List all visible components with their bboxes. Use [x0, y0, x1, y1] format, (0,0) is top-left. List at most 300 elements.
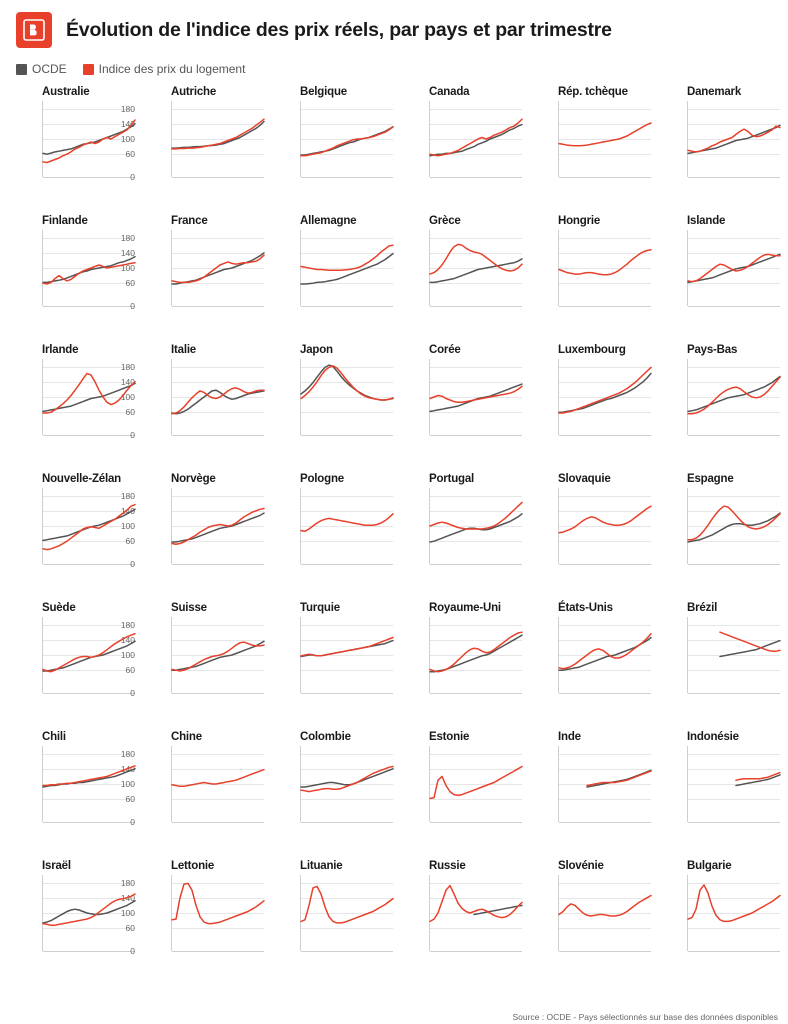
gridline: [688, 177, 780, 178]
page-title: Évolution de l'indice des prix réels, par pays et par trimestre: [66, 18, 612, 41]
series-lines: [43, 875, 135, 951]
series-lines: [688, 488, 780, 564]
line-hpi: [172, 509, 264, 545]
panel-plot: [687, 617, 780, 693]
line-hpi: [43, 373, 135, 413]
legend-item-hpi: [83, 62, 246, 76]
series-lines: [559, 359, 651, 435]
gridline: [688, 435, 780, 436]
panel-title: Finlande: [42, 215, 88, 227]
panel-su-de: [6, 602, 135, 731]
panel-plot: [171, 875, 264, 951]
line-hpi: [430, 767, 522, 799]
panel-russie: [393, 860, 522, 989]
panel-title: Grèce: [429, 215, 461, 227]
panel-plot: [429, 617, 522, 693]
panel-hongrie: [522, 215, 651, 344]
y-tick-label: 0: [130, 559, 135, 569]
panel-plot: [300, 746, 393, 822]
gridline: [430, 822, 522, 823]
y-tick-label: 140: [120, 505, 135, 516]
gridline: [43, 693, 135, 694]
series-lines: [43, 488, 135, 564]
series-lines: [301, 875, 393, 951]
panel-norv-ge: [135, 473, 264, 602]
panel-pays-bas: [651, 344, 780, 473]
panel-islande: [651, 215, 780, 344]
y-tick-label: 140: [120, 763, 135, 774]
y-tick-label: 140: [120, 247, 135, 258]
line-hpi: [430, 632, 522, 672]
series-lines: [688, 746, 780, 822]
y-tick-label: 0: [130, 301, 135, 311]
panel-plot: [558, 488, 651, 564]
line-hpi: [688, 126, 780, 152]
gridline: [301, 306, 393, 307]
y-tick-label: 180: [120, 748, 135, 759]
gridline: [559, 693, 651, 694]
gridline: [172, 951, 264, 952]
panel-portugal: [393, 473, 522, 602]
panel-plot: [687, 101, 780, 177]
y-tick-label: 100: [120, 521, 135, 531]
gridline: [301, 435, 393, 436]
line-ocde: [587, 770, 651, 787]
gridline: [43, 822, 135, 823]
gridline: [430, 564, 522, 565]
y-tick-label: 60: [125, 665, 135, 676]
legend-swatch-ocde: [16, 64, 27, 75]
line-hpi: [172, 642, 264, 671]
series-lines: [430, 746, 522, 822]
panel-title: Nouvelle-Zélan: [42, 473, 121, 485]
y-axis-labels: [9, 746, 39, 822]
line-ocde: [688, 125, 780, 153]
series-lines: [688, 359, 780, 435]
y-tick-label: 60: [125, 278, 135, 289]
panel-title: Espagne: [687, 473, 734, 485]
line-ocde: [688, 513, 780, 542]
small-multiples-grid: [0, 76, 788, 989]
series-lines: [43, 101, 135, 177]
line-hpi: [559, 250, 651, 275]
panel-plot: [429, 875, 522, 951]
panel-title: Pologne: [300, 473, 344, 485]
gridline: [559, 822, 651, 823]
series-lines: [301, 617, 393, 693]
line-ocde: [172, 253, 264, 284]
series-lines: [430, 617, 522, 693]
source-note: Source : OCDE - Pays sélectionnés sur base des données disponibles: [512, 1012, 778, 1022]
panel-plot: [558, 746, 651, 822]
y-tick-label: 180: [120, 103, 135, 114]
gridline: [688, 306, 780, 307]
series-lines: [43, 230, 135, 306]
panel-bulgarie: [651, 860, 780, 989]
panel-title: Norvège: [171, 473, 216, 485]
panel-plot: [429, 359, 522, 435]
panel-nouvelle-z-lan: [6, 473, 135, 602]
panel-suisse: [135, 602, 264, 731]
page-header: [0, 0, 788, 48]
panel-plot: [42, 488, 135, 569]
series-lines: [559, 875, 651, 951]
line-hpi: [43, 634, 135, 672]
series-lines: [559, 230, 651, 306]
panel-title: Danemark: [687, 86, 742, 98]
panel-turquie: [264, 602, 393, 731]
series-lines: [301, 488, 393, 564]
panel-lituanie: [264, 860, 393, 989]
panel-title: Suède: [42, 602, 76, 614]
y-tick-label: 140: [120, 634, 135, 645]
y-tick-label: 140: [120, 376, 135, 387]
panel-colombie: [264, 731, 393, 860]
gridline: [559, 306, 651, 307]
gridline: [430, 306, 522, 307]
series-lines: [688, 875, 780, 951]
gridline: [559, 435, 651, 436]
y-tick-label: 60: [125, 407, 135, 418]
panel-plot: [171, 488, 264, 564]
line-ocde: [430, 635, 522, 672]
panel-plot: [300, 617, 393, 693]
panel-plot: [687, 875, 780, 951]
panel-danemark: [651, 86, 780, 215]
series-lines: [688, 101, 780, 177]
panel-title: Italie: [171, 344, 197, 356]
gridline: [301, 951, 393, 952]
panel-allemagne: [264, 215, 393, 344]
gridline: [172, 306, 264, 307]
line-hpi: [301, 514, 393, 532]
panel-plot: [558, 101, 651, 177]
panel-title: Bulgarie: [687, 860, 732, 872]
y-tick-label: 60: [125, 536, 135, 547]
panel-plot: [171, 359, 264, 435]
series-lines: [301, 230, 393, 306]
panel-title: Irlande: [42, 344, 79, 356]
series-lines: [301, 359, 393, 435]
line-hpi: [559, 367, 651, 413]
line-hpi: [559, 506, 651, 533]
line-hpi: [43, 505, 135, 550]
y-tick-label: 100: [120, 134, 135, 144]
line-hpi: [559, 123, 651, 146]
panel-plot: [300, 101, 393, 177]
panel-plot: [42, 875, 135, 956]
panel-plot: [42, 101, 135, 182]
panel-plot: [42, 230, 135, 311]
y-tick-label: 0: [130, 688, 135, 698]
y-axis-labels: [9, 101, 39, 177]
gridline: [172, 822, 264, 823]
line-ocde: [430, 514, 522, 542]
gridline: [43, 306, 135, 307]
series-lines: [43, 746, 135, 822]
y-axis-labels: [9, 230, 39, 306]
line-hpi: [172, 883, 264, 923]
panel-plot: [42, 359, 135, 440]
series-lines: [559, 101, 651, 177]
legend-label-ocde: OCDE: [32, 62, 67, 76]
panel-pologne: [264, 473, 393, 602]
y-axis-labels: [9, 488, 39, 564]
panel-plot: [558, 359, 651, 435]
gridline: [688, 951, 780, 952]
gridline: [301, 822, 393, 823]
panel-title: Pays-Bas: [687, 344, 738, 356]
panel-title: Israël: [42, 860, 71, 872]
y-tick-label: 0: [130, 817, 135, 827]
panel-title: Portugal: [429, 473, 475, 485]
line-hpi: [559, 896, 651, 917]
panel-plot: [429, 101, 522, 177]
panel-title: Colombie: [300, 731, 351, 743]
y-tick-label: 0: [130, 172, 135, 182]
panel-plot: [687, 230, 780, 306]
y-tick-label: 100: [120, 392, 135, 402]
gridline: [688, 693, 780, 694]
line-hpi: [172, 255, 264, 282]
line-ocde: [43, 901, 135, 923]
gridline: [559, 564, 651, 565]
panel-title: Royaume-Uni: [429, 602, 501, 614]
series-lines: [430, 101, 522, 177]
panel-isra-l: [6, 860, 135, 989]
panel-plot: [42, 746, 135, 827]
line-ocde: [736, 775, 780, 786]
panel-title: Allemagne: [300, 215, 357, 227]
series-lines: [559, 746, 651, 822]
panel-title: France: [171, 215, 208, 227]
panel-title: Inde: [558, 731, 581, 743]
line-ocde: [172, 513, 264, 542]
panel-lettonie: [135, 860, 264, 989]
panel-chine: [135, 731, 264, 860]
panel-plot: [558, 875, 651, 951]
series-lines: [559, 488, 651, 564]
line-ocde: [688, 377, 780, 412]
panel-title: Islande: [687, 215, 726, 227]
gridline: [172, 693, 264, 694]
y-tick-label: 0: [130, 946, 135, 956]
line-ocde: [301, 127, 393, 155]
panel-plot: [687, 746, 780, 822]
panel-plot: [687, 488, 780, 564]
series-lines: [688, 617, 780, 693]
panel-title: Brézil: [687, 602, 718, 614]
panel-title: Chine: [171, 731, 202, 743]
gridline: [301, 693, 393, 694]
legend-label-hpi: Indice des prix du logement: [98, 62, 246, 76]
line-hpi: [430, 886, 522, 922]
series-lines: [688, 230, 780, 306]
gridline: [43, 951, 135, 952]
series-lines: [172, 230, 264, 306]
panel-japon: [264, 344, 393, 473]
panel--tats-unis: [522, 602, 651, 731]
panel-italie: [135, 344, 264, 473]
y-axis-labels: [9, 875, 39, 951]
panel-title: Japon: [300, 344, 333, 356]
panel-irlande: [6, 344, 135, 473]
gridline: [301, 564, 393, 565]
panel-luxembourg: [522, 344, 651, 473]
y-tick-label: 60: [125, 923, 135, 934]
line-ocde: [43, 124, 135, 154]
gridline: [43, 564, 135, 565]
panel-title: Lituanie: [300, 860, 343, 872]
panel-title: États-Unis: [558, 602, 613, 614]
legend-swatch-hpi: [83, 64, 94, 75]
y-tick-label: 100: [120, 908, 135, 918]
panel-espagne: [651, 473, 780, 602]
y-axis-labels: [9, 359, 39, 435]
line-hpi: [688, 506, 780, 540]
panel-r-p-tch-que: [522, 86, 651, 215]
gridline: [301, 177, 393, 178]
y-tick-label: 60: [125, 794, 135, 805]
panel-indon-sie: [651, 731, 780, 860]
line-hpi: [688, 885, 780, 922]
line-hpi: [301, 886, 393, 923]
panel-plot: [171, 617, 264, 693]
series-lines: [172, 359, 264, 435]
panel-title: Australie: [42, 86, 90, 98]
panel-title: Corée: [429, 344, 461, 356]
panel-title: Autriche: [171, 86, 217, 98]
b-logo-icon: [16, 12, 52, 48]
y-tick-label: 100: [120, 650, 135, 660]
series-lines: [430, 359, 522, 435]
series-lines: [430, 230, 522, 306]
y-tick-label: 140: [120, 118, 135, 129]
gridline: [43, 435, 135, 436]
panel-estonie: [393, 731, 522, 860]
panel-plot: [558, 617, 651, 693]
panel-title: Estonie: [429, 731, 470, 743]
panel-plot: [300, 875, 393, 951]
panel-finlande: [6, 215, 135, 344]
panel-title: Slovénie: [558, 860, 604, 872]
panel-br-zil: [651, 602, 780, 731]
panel-plot: [42, 617, 135, 698]
gridline: [172, 435, 264, 436]
series-lines: [43, 359, 135, 435]
series-lines: [301, 101, 393, 177]
line-ocde: [301, 365, 393, 400]
gridline: [559, 951, 651, 952]
y-tick-label: 140: [120, 892, 135, 903]
panel-inde: [522, 731, 651, 860]
gridline: [430, 435, 522, 436]
y-axis-labels: [9, 617, 39, 693]
line-hpi: [301, 638, 393, 656]
panel-plot: [429, 230, 522, 306]
panel-royaume-uni: [393, 602, 522, 731]
gridline: [688, 822, 780, 823]
panel-plot: [171, 230, 264, 306]
series-lines: [172, 488, 264, 564]
panel-title: Chili: [42, 731, 66, 743]
line-hpi: [172, 770, 264, 787]
panel-plot: [300, 488, 393, 564]
panel-title: Slovaquie: [558, 473, 611, 485]
panel-title: Turquie: [300, 602, 340, 614]
y-tick-label: 180: [120, 232, 135, 243]
gridline: [172, 564, 264, 565]
panel-france: [135, 215, 264, 344]
panel-plot: [429, 488, 522, 564]
panel-title: Suisse: [171, 602, 207, 614]
line-hpi: [430, 502, 522, 529]
panel-title: Hongrie: [558, 215, 601, 227]
panel-slovaquie: [522, 473, 651, 602]
series-lines: [430, 875, 522, 951]
panel-plot: [558, 230, 651, 306]
panel-title: Canada: [429, 86, 470, 98]
y-tick-label: 180: [120, 490, 135, 501]
panel-plot: [171, 746, 264, 822]
line-hpi: [301, 245, 393, 270]
series-lines: [172, 746, 264, 822]
y-tick-label: 180: [120, 877, 135, 888]
gridline: [172, 177, 264, 178]
y-tick-label: 0: [130, 430, 135, 440]
gridline: [430, 177, 522, 178]
panel-title: Lettonie: [171, 860, 215, 872]
chart-legend: [0, 48, 788, 76]
series-lines: [559, 617, 651, 693]
panel-title: Rép. tchèque: [558, 86, 628, 98]
line-hpi: [736, 773, 780, 781]
series-lines: [301, 746, 393, 822]
panel-plot: [687, 359, 780, 435]
line-hpi: [430, 119, 522, 156]
panel-slov-nie: [522, 860, 651, 989]
gridline: [430, 951, 522, 952]
y-tick-label: 100: [120, 779, 135, 789]
series-lines: [43, 617, 135, 693]
panel-canada: [393, 86, 522, 215]
gridline: [688, 564, 780, 565]
y-tick-label: 60: [125, 149, 135, 160]
panel-autriche: [135, 86, 264, 215]
line-hpi: [688, 254, 780, 281]
line-hpi: [43, 120, 135, 163]
line-hpi: [43, 894, 135, 925]
panel-title: Belgique: [300, 86, 347, 98]
line-ocde: [559, 373, 651, 412]
y-tick-label: 180: [120, 619, 135, 630]
line-ocde: [172, 390, 264, 414]
panel-title: Russie: [429, 860, 466, 872]
line-hpi: [301, 767, 393, 792]
series-lines: [172, 875, 264, 951]
panel-belgique: [264, 86, 393, 215]
gridline: [430, 693, 522, 694]
line-hpi: [301, 127, 393, 156]
gridline: [43, 177, 135, 178]
panel-gr-ce: [393, 215, 522, 344]
panel-plot: [171, 101, 264, 177]
panel-chili: [6, 731, 135, 860]
series-lines: [172, 617, 264, 693]
y-tick-label: 180: [120, 361, 135, 372]
series-lines: [430, 488, 522, 564]
panel-title: Luxembourg: [558, 344, 626, 356]
